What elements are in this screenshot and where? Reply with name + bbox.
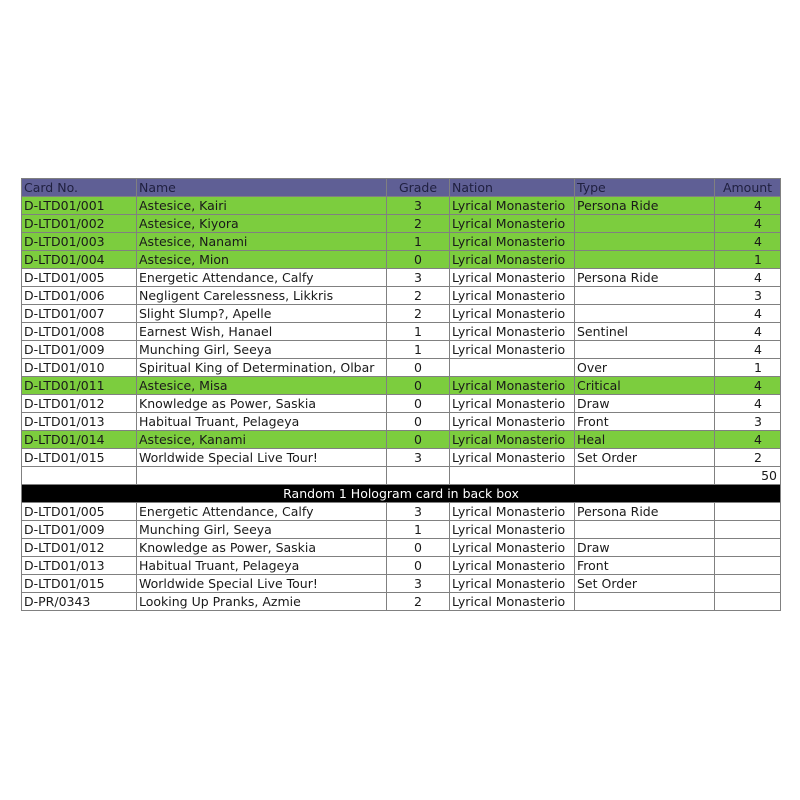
grade-cell: 0	[387, 539, 450, 557]
banner-row	[22, 485, 781, 503]
amount-cell: 4	[715, 305, 781, 323]
type-cell	[575, 305, 715, 323]
grade-cell: 3	[387, 503, 450, 521]
nation-cell: Lyrical Monasterio	[450, 323, 575, 341]
grade-cell: 3	[387, 449, 450, 467]
total-section	[22, 467, 781, 503]
type-cell: Front	[575, 413, 715, 431]
card-name-cell: Slight Slump?, Apelle	[137, 305, 387, 323]
card-name-cell: Astesice, Kanami	[137, 431, 387, 449]
amount-cell: 4	[715, 233, 781, 251]
card-name-cell: Knowledge as Power, Saskia	[137, 539, 387, 557]
total-empty-cell	[387, 467, 450, 485]
nation-cell: Lyrical Monasterio	[450, 503, 575, 521]
card-no-cell: D-LTD01/011	[22, 377, 137, 395]
table-row	[22, 287, 781, 305]
card-no-cell: D-LTD01/012	[22, 539, 137, 557]
type-cell: Set Order	[575, 575, 715, 593]
nation-cell: Lyrical Monasterio	[450, 287, 575, 305]
type-cell: Draw	[575, 539, 715, 557]
table-row	[22, 215, 781, 233]
header-card-no: Card No.	[22, 179, 137, 197]
card-list-body	[22, 197, 781, 467]
total-empty-cell	[450, 467, 575, 485]
nation-cell: Lyrical Monasterio	[450, 233, 575, 251]
grade-cell: 3	[387, 575, 450, 593]
type-cell	[575, 593, 715, 611]
grade-cell: 0	[387, 377, 450, 395]
card-name-cell: Astesice, Kiyora	[137, 215, 387, 233]
header-amount: Amount	[715, 179, 781, 197]
amount-cell	[715, 593, 781, 611]
card-name-cell: Worldwide Special Live Tour!	[137, 575, 387, 593]
table-row	[22, 269, 781, 287]
grade-cell: 0	[387, 395, 450, 413]
nation-cell: Lyrical Monasterio	[450, 251, 575, 269]
nation-cell: Lyrical Monasterio	[450, 593, 575, 611]
amount-cell: 4	[715, 323, 781, 341]
type-cell	[575, 341, 715, 359]
card-name-cell: Looking Up Pranks, Azmie	[137, 593, 387, 611]
amount-cell	[715, 503, 781, 521]
type-cell	[575, 521, 715, 539]
hologram-row	[22, 539, 781, 557]
grade-cell: 0	[387, 557, 450, 575]
amount-cell: 4	[715, 395, 781, 413]
amount-cell: 4	[715, 269, 781, 287]
nation-cell: Lyrical Monasterio	[450, 341, 575, 359]
card-name-cell: Astesice, Kairi	[137, 197, 387, 215]
card-no-cell: D-LTD01/015	[22, 575, 137, 593]
grade-cell: 2	[387, 305, 450, 323]
card-name-cell: Negligent Carelessness, Likkris	[137, 287, 387, 305]
card-name-cell: Astesice, Nanami	[137, 233, 387, 251]
grade-cell: 2	[387, 215, 450, 233]
grade-cell: 1	[387, 341, 450, 359]
grade-cell: 0	[387, 431, 450, 449]
amount-cell: 4	[715, 377, 781, 395]
total-empty-cell	[137, 467, 387, 485]
type-cell	[575, 251, 715, 269]
hologram-banner: Random 1 Hologram card in back box	[22, 485, 781, 503]
table-row	[22, 305, 781, 323]
nation-cell: Lyrical Monasterio	[450, 413, 575, 431]
amount-cell: 4	[715, 431, 781, 449]
nation-cell: Lyrical Monasterio	[450, 377, 575, 395]
type-cell: Persona Ride	[575, 197, 715, 215]
nation-cell: Lyrical Monasterio	[450, 305, 575, 323]
nation-cell: Lyrical Monasterio	[450, 575, 575, 593]
total-empty-cell	[575, 467, 715, 485]
card-no-cell: D-LTD01/013	[22, 557, 137, 575]
grade-cell: 1	[387, 521, 450, 539]
total-row	[22, 467, 781, 485]
header-nation: Nation	[450, 179, 575, 197]
hologram-row	[22, 557, 781, 575]
card-no-cell: D-LTD01/008	[22, 323, 137, 341]
card-no-cell: D-LTD01/005	[22, 269, 137, 287]
grade-cell: 3	[387, 269, 450, 287]
type-cell: Over	[575, 359, 715, 377]
hologram-list-body	[22, 503, 781, 611]
type-cell: Sentinel	[575, 323, 715, 341]
amount-cell	[715, 521, 781, 539]
nation-cell: Lyrical Monasterio	[450, 431, 575, 449]
type-cell: Draw	[575, 395, 715, 413]
grade-cell: 1	[387, 323, 450, 341]
header-row	[22, 179, 781, 197]
table-row	[22, 431, 781, 449]
card-name-cell: Habitual Truant, Pelageya	[137, 557, 387, 575]
header-grade: Grade	[387, 179, 450, 197]
nation-cell	[450, 359, 575, 377]
amount-cell: 3	[715, 413, 781, 431]
amount-cell: 1	[715, 359, 781, 377]
card-name-cell: Munching Girl, Seeya	[137, 341, 387, 359]
table-row	[22, 377, 781, 395]
grade-cell: 2	[387, 593, 450, 611]
table-row	[22, 233, 781, 251]
card-no-cell: D-LTD01/003	[22, 233, 137, 251]
card-name-cell: Habitual Truant, Pelageya	[137, 413, 387, 431]
card-name-cell: Worldwide Special Live Tour!	[137, 449, 387, 467]
card-no-cell: D-LTD01/015	[22, 449, 137, 467]
type-cell	[575, 215, 715, 233]
amount-cell: 4	[715, 341, 781, 359]
type-cell	[575, 287, 715, 305]
card-name-cell: Energetic Attendance, Calfy	[137, 269, 387, 287]
amount-cell: 4	[715, 197, 781, 215]
type-cell: Heal	[575, 431, 715, 449]
hologram-row	[22, 503, 781, 521]
card-no-cell: D-LTD01/001	[22, 197, 137, 215]
type-cell	[575, 233, 715, 251]
table-header	[22, 179, 781, 197]
table-row	[22, 395, 781, 413]
card-name-cell: Energetic Attendance, Calfy	[137, 503, 387, 521]
nation-cell: Lyrical Monasterio	[450, 269, 575, 287]
grade-cell: 3	[387, 197, 450, 215]
grade-cell: 0	[387, 413, 450, 431]
nation-cell: Lyrical Monasterio	[450, 449, 575, 467]
header-type: Type	[575, 179, 715, 197]
amount-cell: 2	[715, 449, 781, 467]
hologram-row	[22, 593, 781, 611]
table-row	[22, 341, 781, 359]
card-no-cell: D-LTD01/004	[22, 251, 137, 269]
table-row	[22, 323, 781, 341]
type-cell: Persona Ride	[575, 503, 715, 521]
grade-cell: 0	[387, 251, 450, 269]
total-empty-cell	[22, 467, 137, 485]
table-row	[22, 251, 781, 269]
nation-cell: Lyrical Monasterio	[450, 215, 575, 233]
table-row	[22, 197, 781, 215]
card-no-cell: D-LTD01/005	[22, 503, 137, 521]
card-no-cell: D-LTD01/009	[22, 521, 137, 539]
card-name-cell: Astesice, Mion	[137, 251, 387, 269]
card-no-cell: D-LTD01/009	[22, 341, 137, 359]
nation-cell: Lyrical Monasterio	[450, 395, 575, 413]
hologram-row	[22, 521, 781, 539]
amount-cell	[715, 539, 781, 557]
amount-cell: 4	[715, 215, 781, 233]
amount-cell	[715, 557, 781, 575]
card-name-cell: Spiritual King of Determination, Olbar	[137, 359, 387, 377]
amount-cell: 3	[715, 287, 781, 305]
type-cell: Set Order	[575, 449, 715, 467]
type-cell: Persona Ride	[575, 269, 715, 287]
table-row	[22, 413, 781, 431]
table-row	[22, 449, 781, 467]
card-name-cell: Knowledge as Power, Saskia	[137, 395, 387, 413]
card-no-cell: D-LTD01/012	[22, 395, 137, 413]
amount-cell: 1	[715, 251, 781, 269]
nation-cell: Lyrical Monasterio	[450, 521, 575, 539]
card-no-cell: D-LTD01/014	[22, 431, 137, 449]
card-no-cell: D-LTD01/007	[22, 305, 137, 323]
card-no-cell: D-LTD01/013	[22, 413, 137, 431]
card-no-cell: D-PR/0343	[22, 593, 137, 611]
card-name-cell: Earnest Wish, Hanael	[137, 323, 387, 341]
card-name-cell: Astesice, Misa	[137, 377, 387, 395]
nation-cell: Lyrical Monasterio	[450, 197, 575, 215]
hologram-row	[22, 575, 781, 593]
amount-cell	[715, 575, 781, 593]
card-no-cell: D-LTD01/002	[22, 215, 137, 233]
nation-cell: Lyrical Monasterio	[450, 557, 575, 575]
card-name-cell: Munching Girl, Seeya	[137, 521, 387, 539]
table-row	[22, 359, 781, 377]
nation-cell: Lyrical Monasterio	[450, 539, 575, 557]
total-amount: 50	[715, 467, 781, 485]
header-name: Name	[137, 179, 387, 197]
card-list-sheet	[21, 178, 780, 611]
grade-cell: 2	[387, 287, 450, 305]
type-cell: Front	[575, 557, 715, 575]
card-list-table	[21, 178, 781, 611]
card-no-cell: D-LTD01/006	[22, 287, 137, 305]
type-cell: Critical	[575, 377, 715, 395]
grade-cell: 1	[387, 233, 450, 251]
card-no-cell: D-LTD01/010	[22, 359, 137, 377]
grade-cell: 0	[387, 359, 450, 377]
